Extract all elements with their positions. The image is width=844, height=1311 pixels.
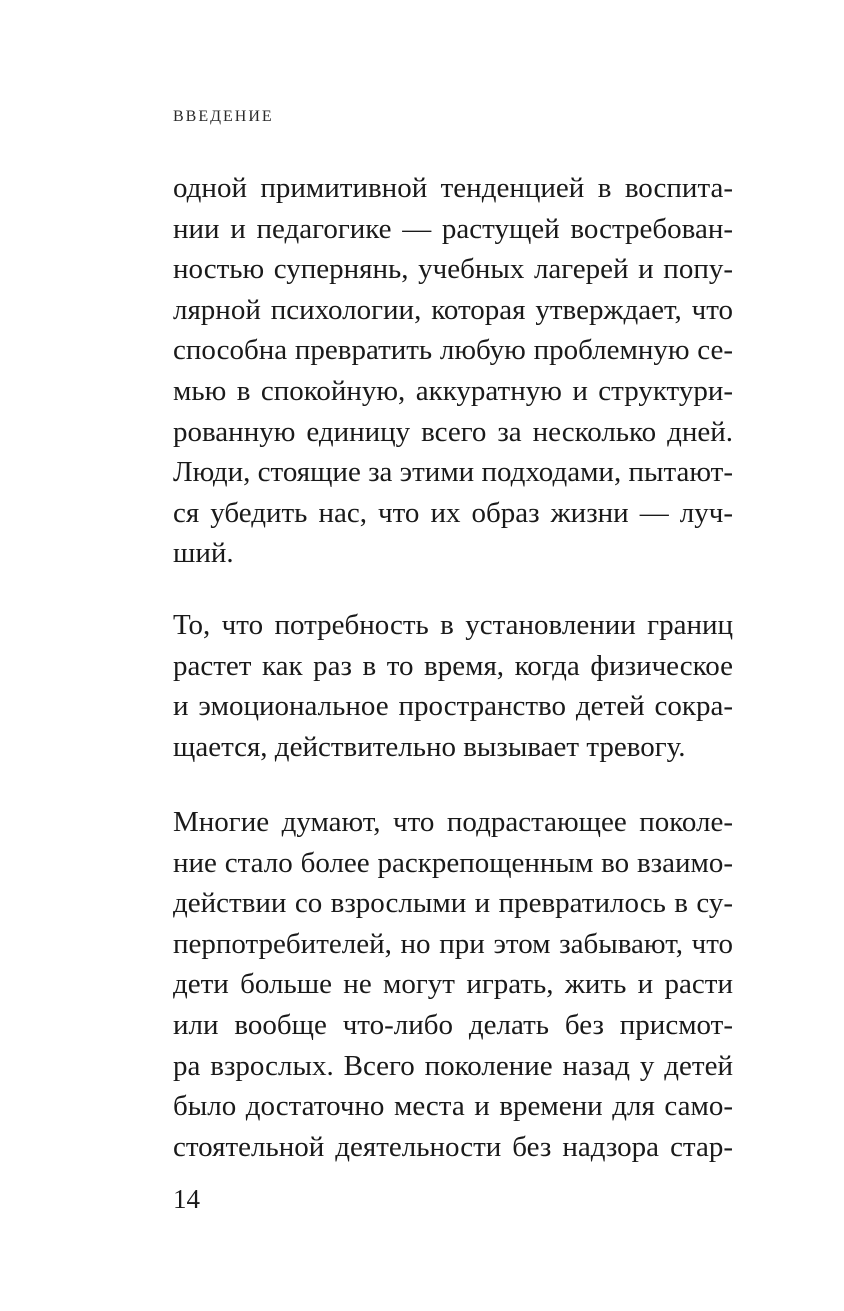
page-number: 14 [173, 1184, 200, 1214]
text-line: и эмоциональное пространство детей сокра- [173, 690, 733, 723]
text-line: Люди, стоящие за этими подходами, пытают- [173, 456, 733, 489]
text-line: одной примитивной тенденцией в воспита- [173, 172, 733, 204]
text-line: лярной психологии, которая утверждает, что [173, 293, 733, 326]
paragraph-1 [173, 168, 733, 574]
text-line: рованную единицу всего за несколько дней. [173, 415, 733, 448]
text-line: нии и педагогике — растущей востребован- [173, 212, 733, 245]
text-line: способна превратить любую проблемную се- [173, 334, 733, 367]
text-line: перпотребителей, но при этом забывают, что [173, 927, 733, 960]
text-line: ра взрослых. Всего поколение назад у детей [173, 1049, 733, 1082]
text-line: дети больше не могут играть, жить и расти [173, 968, 733, 1001]
text-line: растет как раз в то время, когда физическое [173, 649, 733, 682]
text-line: ние стало более раскрепощенным во взаимо- [173, 846, 733, 879]
text-line: щается, действительно вызывает тревогу. [173, 730, 686, 763]
paragraph-3 [173, 802, 733, 1167]
text-line: или вообще что-либо делать без присмот- [173, 1008, 733, 1041]
text-line: Многие думают, что подрастающее поколе- [173, 806, 733, 838]
text-line: мью в спокойную, аккуратную и структури- [173, 374, 733, 407]
text-line: То, что потребность в установлении границ [173, 609, 733, 641]
paragraph-2 [173, 605, 733, 767]
text-line: было достаточно места и времени для само- [173, 1090, 733, 1123]
text-line: ся убедить нас, что их образ жизни — луч- [173, 496, 733, 529]
text-line: ностью супернянь, учебных лагерей и попу- [173, 253, 733, 286]
text-line: действии со взрослыми и превратилось в су- [173, 887, 733, 920]
text-line: ший. [173, 537, 234, 570]
running-head: ВВЕДЕНИЕ [173, 108, 274, 125]
text-line: стоятельной деятельности без надзора стар- [173, 1130, 733, 1163]
